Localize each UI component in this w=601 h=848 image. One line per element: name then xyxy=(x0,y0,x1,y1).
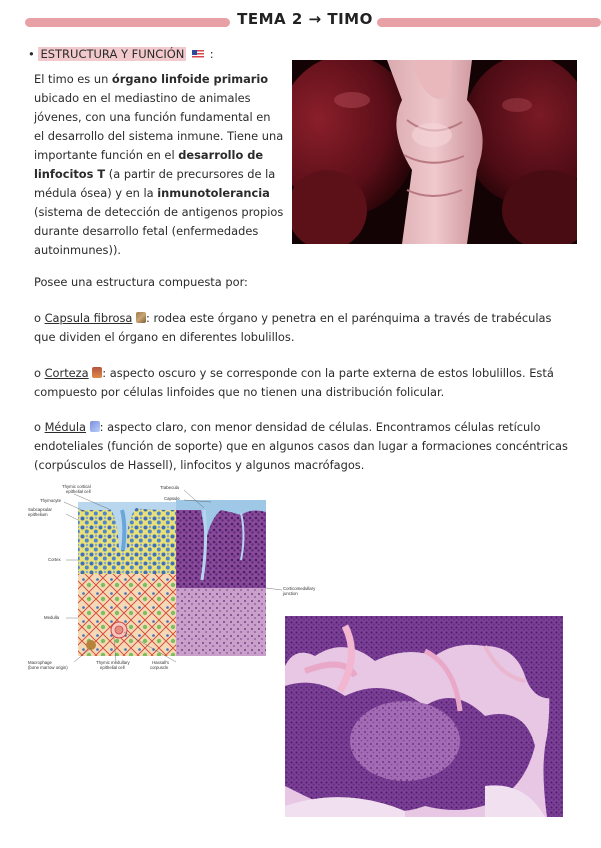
cells-icon xyxy=(90,421,100,432)
bark-icon xyxy=(92,367,102,378)
label-medulla: Medulla xyxy=(44,615,60,620)
thymus-diagram xyxy=(26,480,320,676)
title-stripe-right xyxy=(377,18,601,27)
histology-photo xyxy=(285,616,563,817)
list-marker: o xyxy=(34,366,45,380)
label-bone-marrow: (bone marrow origin) xyxy=(28,665,68,670)
section-label: ESTRUCTURA Y FUNCIÓN xyxy=(40,47,185,61)
capsula-paragraph xyxy=(34,309,574,347)
page-title: TEMA 2 → TIMO xyxy=(237,10,373,28)
thymus-photo xyxy=(292,60,577,244)
capsula-term: Capsula fibrosa xyxy=(44,311,133,325)
section-colon: : xyxy=(209,47,214,61)
label-subcapsular: Subcapsular xyxy=(28,507,52,512)
label-junction: junction xyxy=(283,591,298,596)
list-marker: o xyxy=(34,311,45,325)
label-thymocyte: Thymocyte xyxy=(40,498,62,503)
spain-flag-icon xyxy=(192,50,204,59)
structure-lead: Posee una estructura compuesta por: xyxy=(34,275,248,289)
label-epithelial-cell-2: epithelial cell xyxy=(100,665,125,670)
intro-bold-3: inmunotolerancia xyxy=(157,186,270,200)
intro-bold-1: órgano linfoide primario xyxy=(111,72,269,86)
corteza-paragraph xyxy=(34,364,574,402)
intro-text-1: El timo es un xyxy=(34,72,112,86)
label-trabecula: Trabecula xyxy=(160,485,179,490)
medula-text: : aspecto claro, con menor densidad de células. Encontramos células retículo endoteliales (función de soporte) que en algunos casos dan lugar a formaciones concéntricas (corpúsculos de Hassell), linfocitos y algunos macrófagos. xyxy=(34,420,568,472)
label-thymic-medullary: Thymic medullary xyxy=(96,660,130,665)
label-cortex: Cortex xyxy=(48,557,61,562)
intro-bold-2: desarrollo de linfocitos T xyxy=(34,148,264,181)
label-thymic-cortical: Thymic cortical xyxy=(62,484,91,489)
capsula-text: : rodea este órgano y penetra en el parénquima a través de trabéculas que dividen el órgano en diferentes lobulillos. xyxy=(34,311,552,344)
corteza-text: : aspecto oscuro y se corresponde con la parte externa de estos lobulillos. Está compuesto por células linfoides que no tienen una distribución folicular. xyxy=(34,366,554,399)
label-capsule: Capsule xyxy=(164,496,180,501)
list-marker: o xyxy=(34,420,45,434)
intro-paragraph xyxy=(34,70,284,260)
title-stripe-left xyxy=(25,18,230,27)
label-hassalls: Hassall's xyxy=(152,660,170,665)
label-corticomedullary: Corticomedullary xyxy=(283,586,316,591)
bullet: • xyxy=(28,47,35,61)
label-epithelium: epithelium xyxy=(28,512,48,517)
label-corpuscle: corpuscle xyxy=(150,665,169,670)
intro-text-3: (a partir de precursores de la médula ósea) y en la xyxy=(34,167,276,200)
intro-text-4: (sistema de detección de antigenos propios durante desarrollo fetal (enfermedades autoinmunes)). xyxy=(34,205,284,257)
label-macrophage: Macrophage xyxy=(28,660,52,665)
medula-paragraph xyxy=(34,418,574,475)
intro-text-2: ubicado en el mediastino de animales jóvenes, con una función fundamental en el desarrollo del sistema inmune. Tiene una importante función en el xyxy=(34,91,284,162)
corteza-term: Corteza xyxy=(44,366,89,380)
label-epithelial-cell: epithelial cell xyxy=(66,489,91,494)
medula-term: Médula xyxy=(44,420,87,434)
section-heading xyxy=(28,47,214,61)
brick-icon xyxy=(136,312,146,323)
title-bar xyxy=(25,12,601,30)
